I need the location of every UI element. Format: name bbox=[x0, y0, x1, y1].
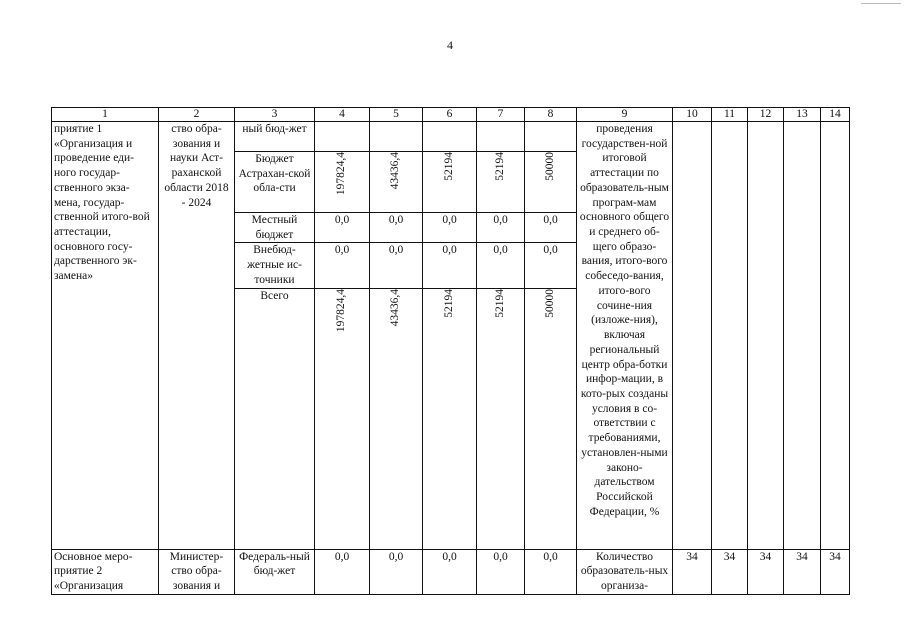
table-row bbox=[52, 122, 850, 152]
header-cell: 14 bbox=[821, 108, 850, 122]
vertical-value: 50000 bbox=[543, 288, 556, 318]
target-cell: 34 bbox=[821, 549, 850, 594]
header-cell: 4 bbox=[315, 108, 370, 122]
target-cell bbox=[821, 122, 850, 550]
value-cell bbox=[477, 152, 525, 213]
budget-table bbox=[51, 107, 850, 595]
executor: ство обра-зования и науки Аст-раханской области 2018 - 2024 bbox=[159, 122, 235, 550]
header-cell: 9 bbox=[577, 108, 673, 122]
header-cell: 10 bbox=[673, 108, 712, 122]
value-cell bbox=[525, 152, 577, 213]
activity-name: Основное меро-приятие 2 «Организация bbox=[52, 549, 159, 594]
target-cell: 34 bbox=[712, 549, 748, 594]
value-cell bbox=[370, 288, 423, 549]
target-cell bbox=[748, 122, 784, 550]
header-cell: 3 bbox=[235, 108, 315, 122]
table-row bbox=[52, 549, 850, 594]
header-row bbox=[52, 108, 850, 122]
vertical-value: 197824,4 bbox=[335, 152, 347, 196]
value-cell bbox=[423, 288, 477, 549]
header-cell: 2 bbox=[159, 108, 235, 122]
corner-mark bbox=[861, 0, 901, 4]
vertical-value: 43436,4 bbox=[389, 288, 401, 326]
value-cell: 0,0 bbox=[525, 213, 577, 243]
funding-source: Всего bbox=[235, 288, 315, 549]
indicator-description: проведения государствен-ной итоговой аттестации по образователь-ным програм-мам основного общего и среднего об-щего образо-вания, итого-вого собеседо-вания, итого-вого сочине-ния (изложе-ния), включая региональный центр обра-ботки инфор-мации, в кото-рых созданы условия в со-ответствии с требованиями, установлен-ными законо-дательством Российской Федерации, % bbox=[577, 122, 673, 550]
value-cell bbox=[315, 122, 370, 152]
vertical-value: 52194 bbox=[493, 288, 506, 318]
value-cell bbox=[423, 122, 477, 152]
value-cell bbox=[477, 288, 525, 549]
target-cell bbox=[784, 122, 821, 550]
header-cell: 1 bbox=[52, 108, 159, 122]
value-cell: 0,0 bbox=[477, 549, 525, 594]
value-cell: 0,0 bbox=[423, 243, 477, 288]
value-cell bbox=[370, 122, 423, 152]
header-cell: 11 bbox=[712, 108, 748, 122]
value-cell bbox=[315, 152, 370, 213]
funding-source: Бюджет Астрахан-ской обла-сти bbox=[235, 152, 315, 213]
value-cell bbox=[315, 288, 370, 549]
target-cell bbox=[712, 122, 748, 550]
value-cell: 0,0 bbox=[423, 549, 477, 594]
value-cell: 0,0 bbox=[315, 243, 370, 288]
value-cell: 0,0 bbox=[315, 213, 370, 243]
funding-source: Местный бюджет bbox=[235, 213, 315, 243]
target-cell bbox=[673, 122, 712, 550]
value-cell: 0,0 bbox=[477, 243, 525, 288]
value-cell: 0,0 bbox=[477, 213, 525, 243]
vertical-value: 43436,4 bbox=[389, 152, 401, 190]
value-cell bbox=[423, 152, 477, 213]
value-cell bbox=[525, 288, 577, 549]
target-cell: 34 bbox=[673, 549, 712, 594]
value-cell: 0,0 bbox=[370, 243, 423, 288]
funding-source: Федераль-ный бюд-жет bbox=[235, 549, 315, 594]
vertical-value: 52194 bbox=[442, 288, 455, 318]
value-cell bbox=[370, 152, 423, 213]
value-cell: 0,0 bbox=[315, 549, 370, 594]
value-cell: 0,0 bbox=[525, 243, 577, 288]
header-cell: 7 bbox=[477, 108, 525, 122]
value-cell: 0,0 bbox=[525, 549, 577, 594]
header-cell: 5 bbox=[370, 108, 423, 122]
funding-source: Внебюд-жетные ис-точники bbox=[235, 243, 315, 288]
vertical-value: 52194 bbox=[493, 152, 506, 181]
target-cell: 34 bbox=[784, 549, 821, 594]
value-cell: 0,0 bbox=[423, 213, 477, 243]
value-cell bbox=[525, 122, 577, 152]
header-cell: 8 bbox=[525, 108, 577, 122]
activity-name: приятие 1 «Организация и проведение еди-ного государ-ственного экза-мена, государ-ственной итого-вой аттестации, основного госу-дарственного эк-замена» bbox=[52, 122, 159, 550]
vertical-value: 52194 bbox=[442, 152, 455, 181]
executor: Министер-ство обра-зования и bbox=[159, 549, 235, 594]
value-cell: 0,0 bbox=[370, 549, 423, 594]
target-cell: 34 bbox=[748, 549, 784, 594]
header-cell: 13 bbox=[784, 108, 821, 122]
header-cell: 6 bbox=[423, 108, 477, 122]
page-number: 4 bbox=[447, 38, 453, 52]
funding-source: ный бюд-жет bbox=[235, 122, 315, 152]
vertical-value: 50000 bbox=[543, 152, 556, 181]
value-cell: 0,0 bbox=[370, 213, 423, 243]
vertical-value: 197824,4 bbox=[335, 288, 347, 332]
indicator-description: Количество образователь-ных организа- bbox=[577, 549, 673, 594]
header-cell: 12 bbox=[748, 108, 784, 122]
value-cell bbox=[477, 122, 525, 152]
